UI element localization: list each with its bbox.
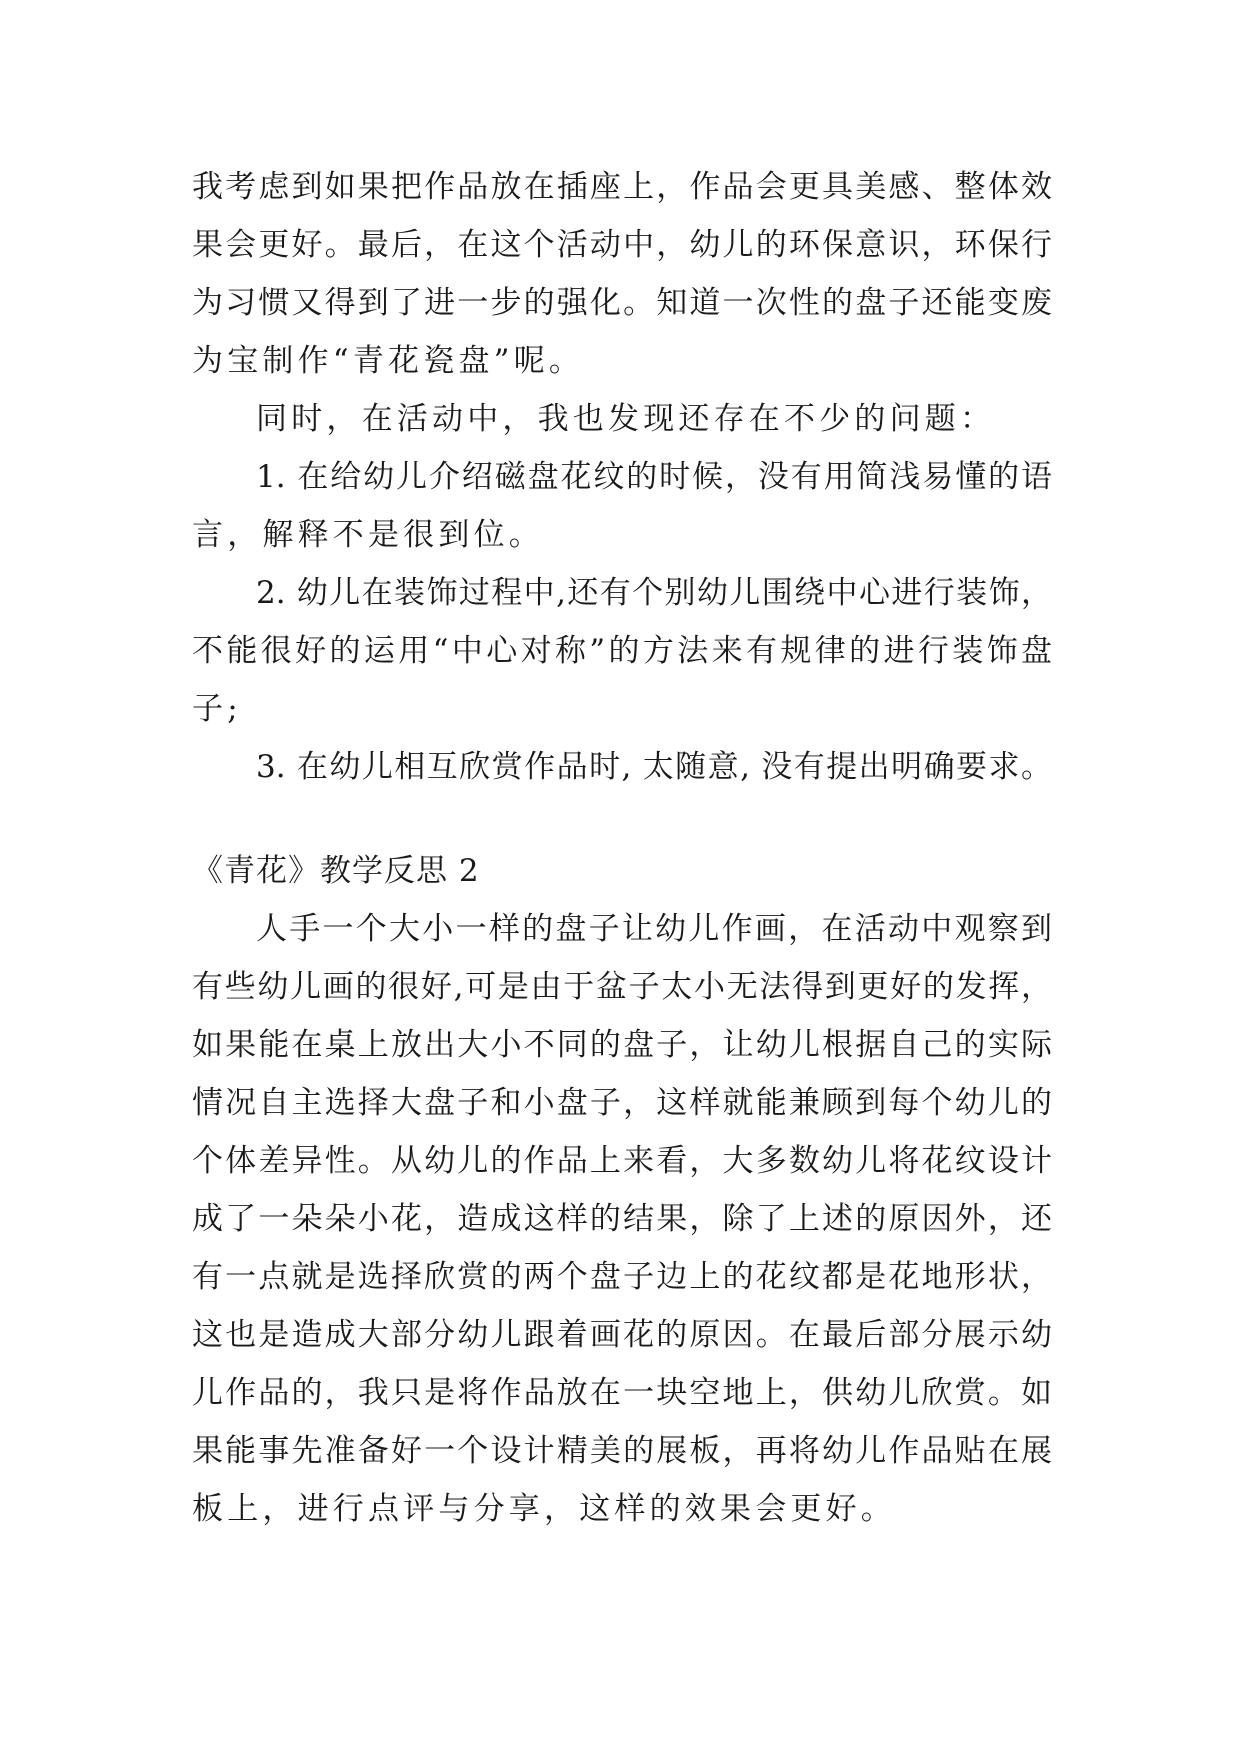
- problem-item-1: [192, 448, 1052, 564]
- text-line: 言，解释不是很到位。: [192, 517, 544, 553]
- paragraph-conclusion: [192, 158, 1052, 390]
- section-spacer: [192, 796, 1052, 842]
- text-line: 有一点就是选择欣赏的两个盘子边上的花纹都是花地形状，: [192, 1259, 1052, 1295]
- text-line: 情况自主选择大盘子和小盘子，这样就能兼顾到每个幼儿的: [192, 1085, 1052, 1121]
- text-line: 为习惯又得到了进一步的强化。知道一次性的盘子还能变废: [192, 285, 1052, 321]
- section-title: 《青花》教学反思 2: [192, 853, 480, 889]
- text-line: 3. 在幼儿相互欣赏作品时, 太随意, 没有提出明确要求。: [256, 749, 1052, 785]
- paragraph-problems-intro: [192, 390, 1052, 448]
- text-line: 同时，在活动中，我也发现还存在不少的问题：: [256, 401, 996, 437]
- text-line: 2. 幼儿在装饰过程中,还有个别幼儿围绕中心进行装饰，: [256, 575, 1052, 611]
- text-line: 成了一朵朵小花，造成这样的结果，除了上述的原因外，还: [192, 1201, 1052, 1237]
- problem-item-3: [192, 738, 1052, 796]
- text-line: 板上，进行点评与分享，这样的效果会更好。: [192, 1491, 896, 1527]
- text-line: 儿作品的，我只是将作品放在一块空地上，供幼儿欣赏。如: [192, 1375, 1052, 1411]
- text-line: 不能很好的运用“中心对称”的方法来有规律的进行装饰盘: [192, 633, 1052, 669]
- text-line: 果能事先准备好一个设计精美的展板，再将幼儿作品贴在展: [192, 1433, 1052, 1469]
- text-line: 人手一个大小一样的盘子让幼儿作画，在活动中观察到: [256, 911, 1052, 947]
- text-line: 这也是造成大部分幼儿跟着画花的原因。在最后部分展示幼: [192, 1317, 1052, 1353]
- text-line: 我考虑到如果把作品放在插座上，作品会更具美感、整体效: [192, 169, 1052, 205]
- text-line: 如果能在桌上放出大小不同的盘子，让幼儿根据自己的实际: [192, 1027, 1052, 1063]
- problem-item-2: [192, 564, 1052, 738]
- paragraph-reflection-2: [192, 900, 1052, 1538]
- text-line: 为宝制作“青花瓷盘”呢。: [192, 343, 585, 379]
- text-line: 1. 在给幼儿介绍磁盘花纹的时候，没有用简浅易懂的语: [256, 459, 1052, 495]
- document-page: [192, 158, 1052, 1538]
- text-line: 子;: [192, 691, 242, 727]
- text-line: 个体差异性。从幼儿的作品上来看，大多数幼儿将花纹设计: [192, 1143, 1052, 1179]
- text-line: 果会更好。最后，在这个活动中，幼儿的环保意识，环保行: [192, 227, 1052, 263]
- text-line: 有些幼儿画的很好,可是由于盆子太小无法得到更好的发挥，: [192, 969, 1052, 1005]
